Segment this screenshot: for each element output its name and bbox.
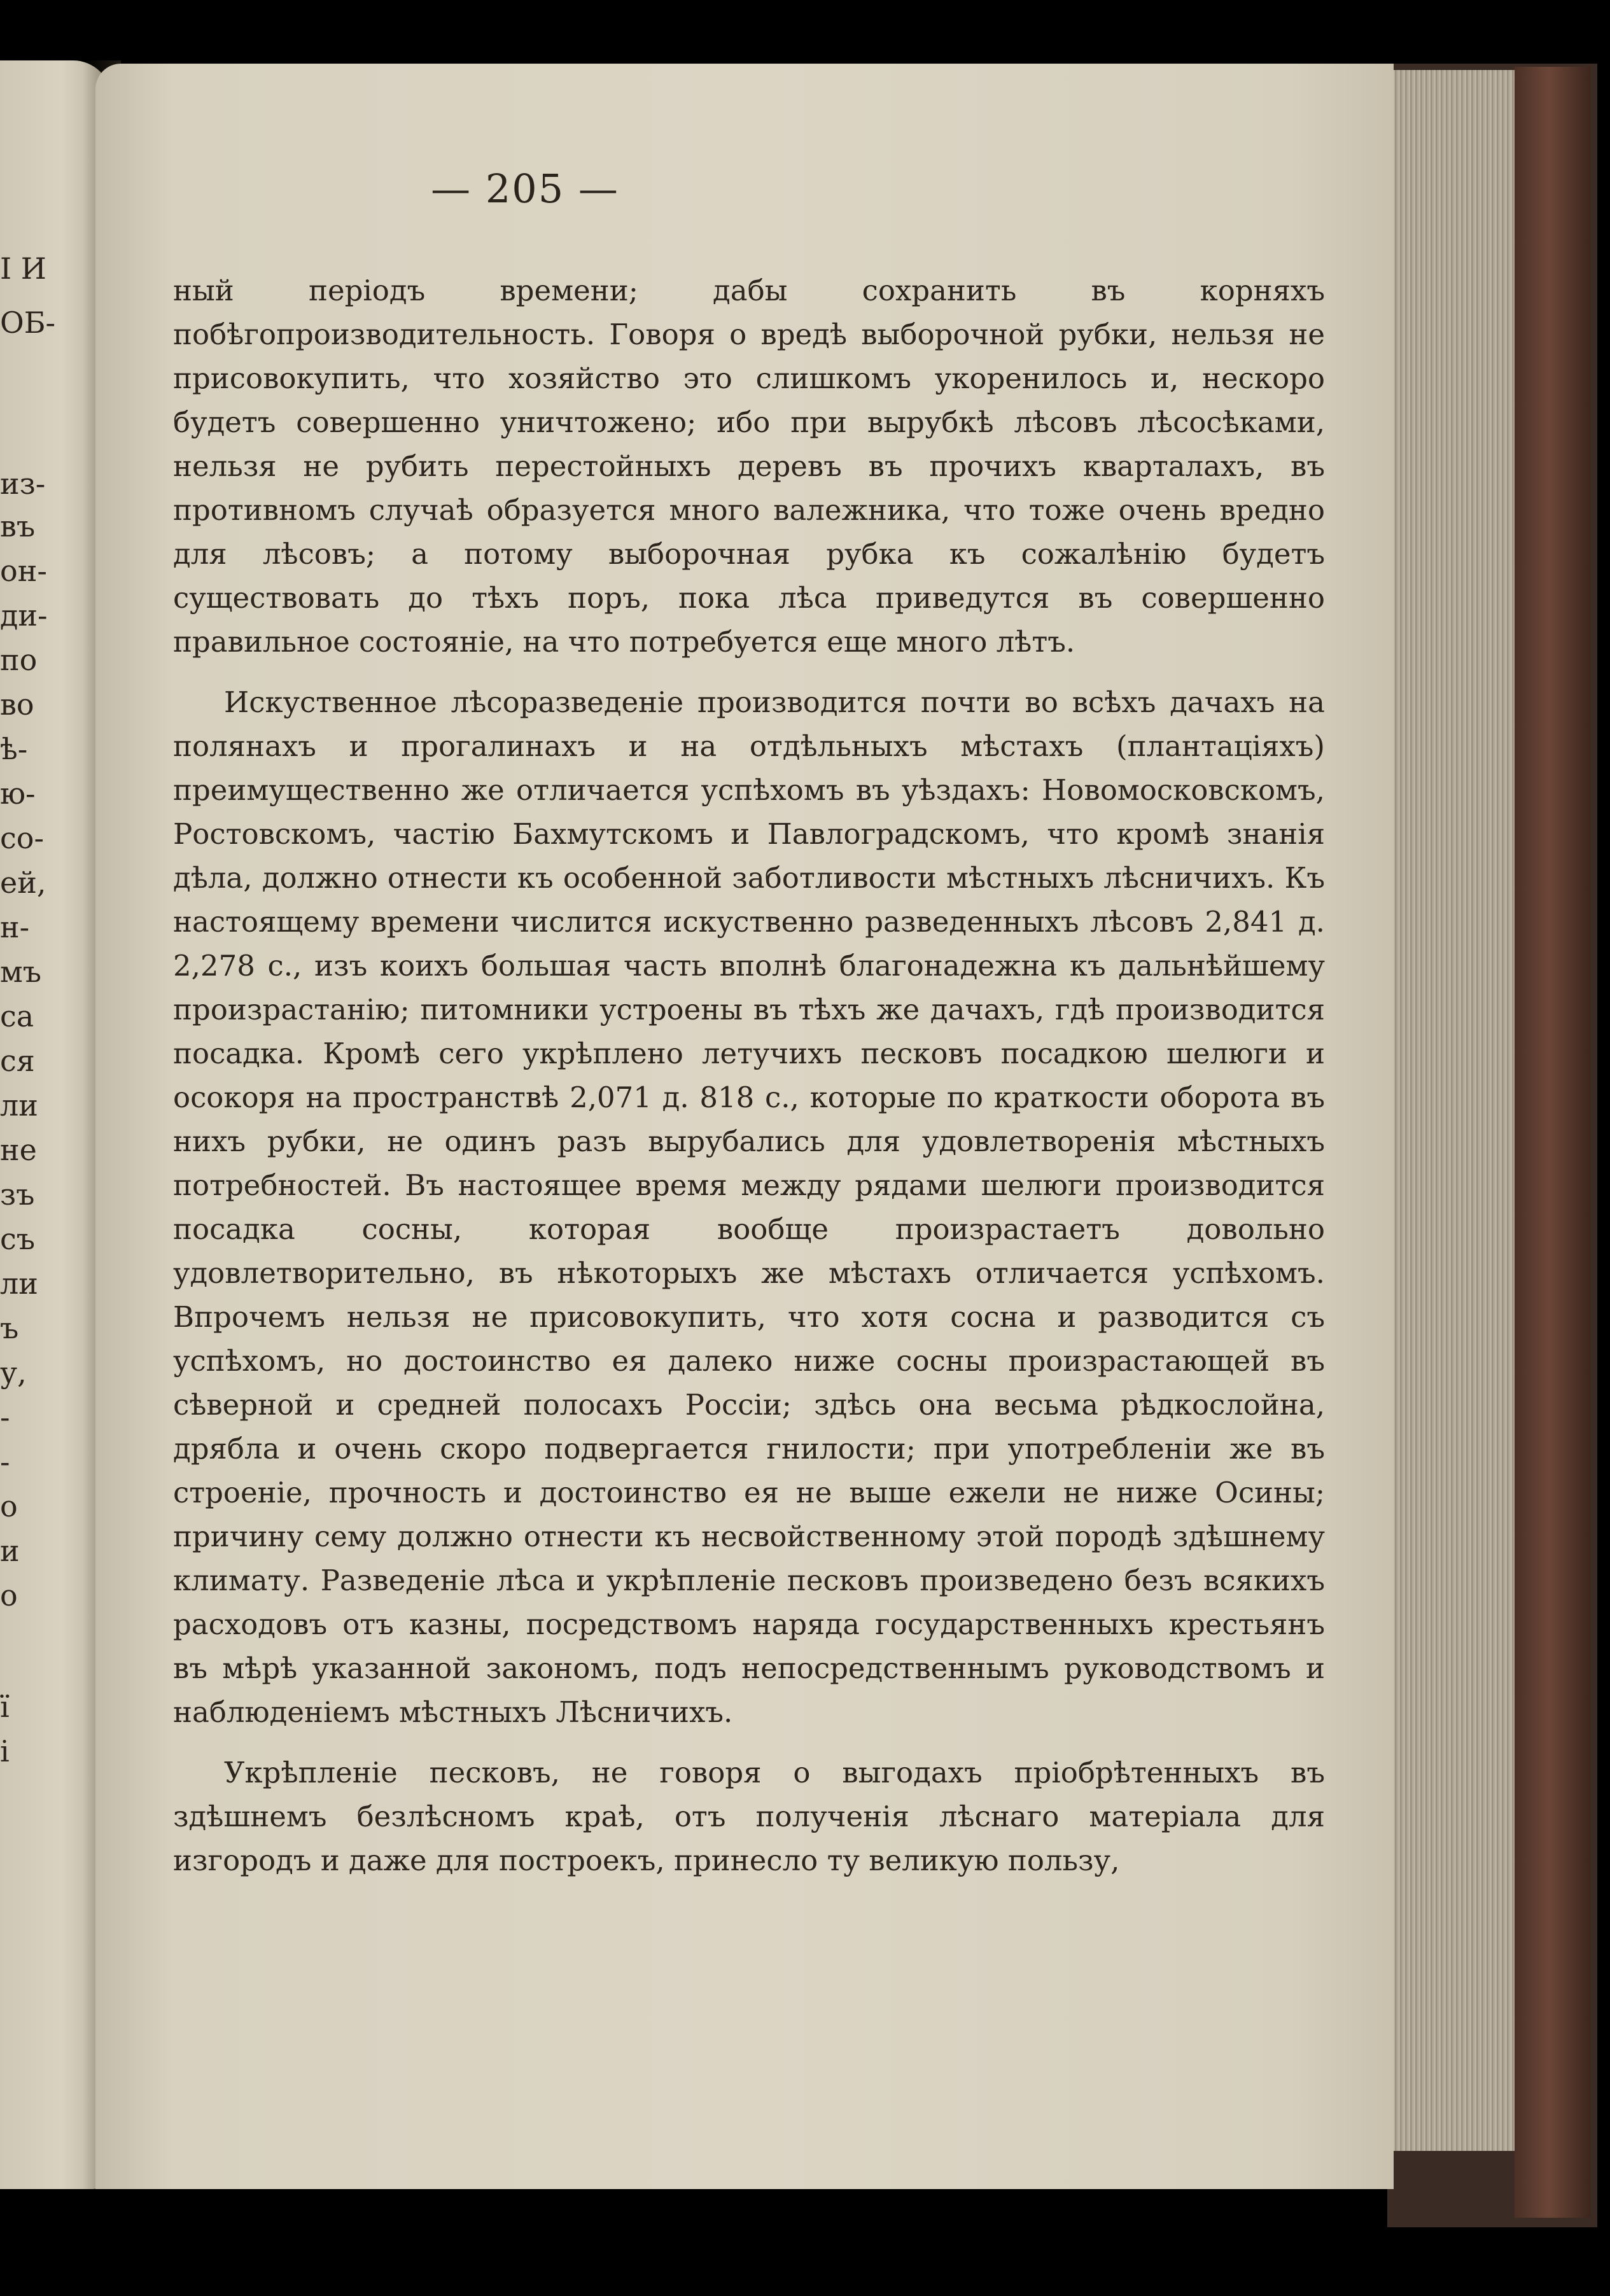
fragment-text: ся xyxy=(0,1044,35,1078)
fragment-text: ю- xyxy=(0,776,36,811)
fragment-text: І И xyxy=(0,251,46,286)
fragment-text: ѣ- xyxy=(0,732,28,766)
fragment-text: о xyxy=(0,1489,18,1523)
body-text xyxy=(173,269,1325,1882)
fragment-text: ли xyxy=(0,1088,38,1123)
fragment-text: у, xyxy=(0,1355,27,1390)
fragment-text: - xyxy=(0,1445,10,1479)
fragment-text: по xyxy=(0,643,38,677)
fragment-text: мъ xyxy=(0,955,42,989)
fragment-text: н- xyxy=(0,910,30,944)
paragraph-continued: ный періодъ времени; дабы сохранить въ корняхъ побѣгопроизводительность. Говоря о вредѣ выборочной рубки, нельзя не присовокупить, что хозяйство это слишкомъ укоренилось и, нескоро будетъ совершенно уничтожено; ибо при вырубкѣ лѣсовъ лѣсосѣками, нельзя не рубить перестойныхъ деревъ въ прочихъ кварталахъ, въ противномъ случаѣ образуется много валежника, что тоже очень вредно для лѣсовъ; а потому выборочная рубка къ сожалѣнію будетъ существовать до тѣхъ поръ, пока лѣса приведутся въ совершенно правильное состояніе, на что потребуется еще много лѣтъ. xyxy=(173,274,1325,659)
fragment-text: і xyxy=(0,1734,10,1768)
fragment-text: и xyxy=(0,1534,20,1568)
fragment-text: ъ xyxy=(0,1311,19,1345)
paragraph-sand-fixation: Укрѣпленіе песковъ, не говоря о выгодахъ пріобрѣтенныхъ въ здѣшнемъ безлѣсномъ краѣ, отъ полученія лѣснаго матеріала для изгородъ и даже для построекъ, принесло ту великую пользу, xyxy=(173,1756,1325,1877)
page-205 xyxy=(95,64,1394,2189)
page-number: — 205 — xyxy=(431,165,619,212)
fragment-text: ли xyxy=(0,1266,38,1301)
fragment-text: о xyxy=(0,1578,18,1613)
fragment-text: он- xyxy=(0,554,47,588)
cover-binding-edge xyxy=(1515,67,1591,2218)
fragment-text: ОБ- xyxy=(0,305,56,340)
fragment-text: са xyxy=(0,999,34,1033)
fragment-text: со- xyxy=(0,821,44,855)
page-stack-edges xyxy=(1387,70,1515,2151)
fragment-text: ди- xyxy=(0,598,48,633)
fragment-text: зъ xyxy=(0,1177,35,1212)
fragment-text: въ xyxy=(0,509,36,543)
fragment-text: ей, xyxy=(0,865,46,900)
fragment-text: из- xyxy=(0,466,46,501)
fragment-text: не xyxy=(0,1133,37,1167)
fragment-text: ї xyxy=(0,1690,10,1724)
paragraph-afforestation: Искуственное лѣсоразведеніе производится почти во всѣхъ дачахъ на полянахъ и прогалинахъ и на отдѣльныхъ мѣстахъ (плантаціяхъ) преимущественно же отличается успѣхомъ въ уѣздахъ: Новомосковскомъ, Ростовскомъ, частію Бахмутскомъ и Павлоградскомъ, что кромѣ знанія дѣла, должно отнести къ особенной заботливости мѣстныхъ лѣсничихъ. Къ настоящему времени числится искуственно разведенныхъ лѣсовъ 2,841 д. 2,278 с., изъ коихъ большая часть вполнѣ благонадежна къ дальнѣйшему произрастанію; питомники устроены въ тѣхъ же дачахъ, гдѣ производится посадка. Кромѣ сего укрѣплено летучихъ песковъ посадкою шелюги и осокоря на пространствѣ 2,071 д. 818 с., которые по краткости оборота въ нихъ рубки, не одинъ разъ вырубались для удовлетворенія мѣстныхъ потребностей. Въ настоящее время между рядами шелюги производится посадка сосны, которая вообще произрастаетъ довольно удовлетворительно, въ нѣкоторыхъ же мѣстахъ отличается успѣхомъ. Впрочемъ нельзя не присовокупить, что хотя сосна и разводится съ успѣхомъ, но достоинство ея далеко ниже сосны произрастающей въ сѣверной и средней полосахъ Россіи; здѣсь она весьма рѣдкослойна, дрябла и очень скоро подвергается гнилости; при употребленіи же въ строеніе, прочность и достоинство ея не выше ежели не ниже Осины; причину сему должно отнести къ несвойственному этой породѣ здѣшнему климату. Разведеніе лѣса и укрѣпленіе песковъ произведено безъ всякихъ расходовъ отъ казны, посредствомъ наряда государственныхъ крестьянъ въ мѣрѣ указанной закономъ, подъ непосредственнымъ руководствомъ и наблюденіемъ мѣстныхъ Лѣсничихъ. xyxy=(173,685,1325,1729)
fragment-text: - xyxy=(0,1400,10,1434)
fragment-text: съ xyxy=(0,1222,36,1256)
fragment-text: во xyxy=(0,687,34,722)
